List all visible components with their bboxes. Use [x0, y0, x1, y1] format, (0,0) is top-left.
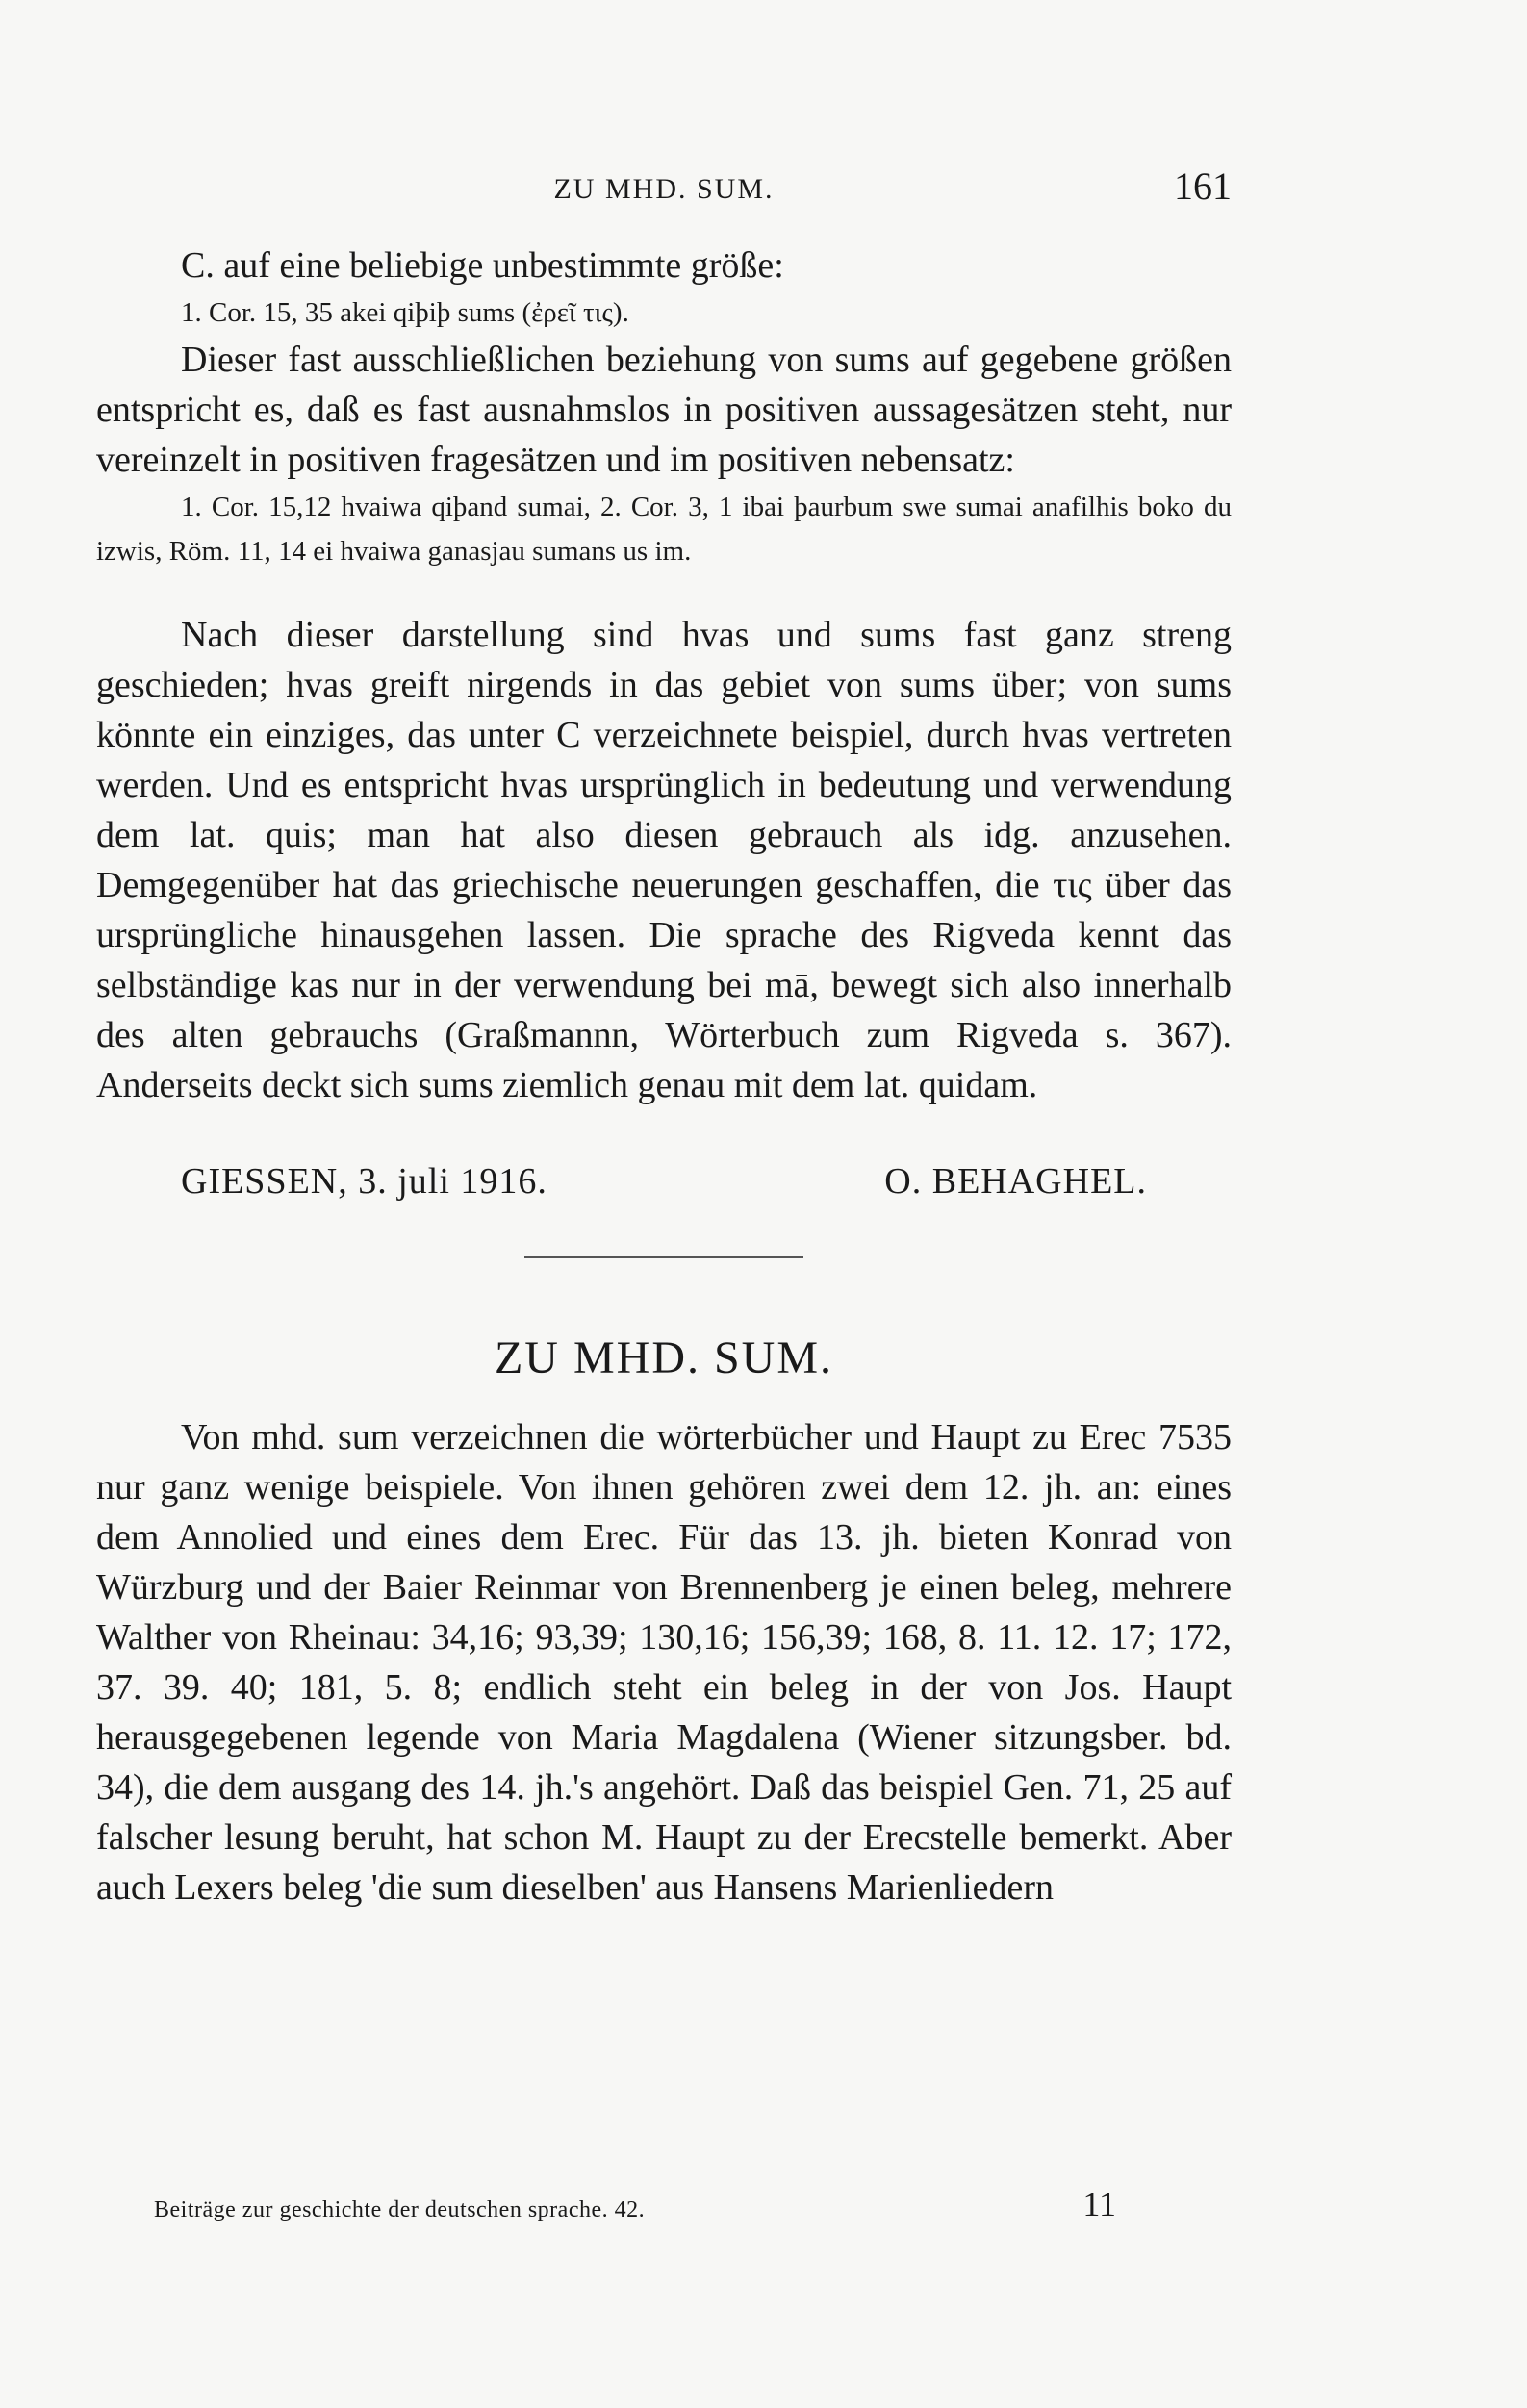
running-head-title: ZU MHD. SUM.	[553, 173, 775, 205]
main-text	[96, 241, 1232, 1913]
spacer	[96, 573, 1232, 610]
signature-author: O. BEHAGHEL.	[884, 1161, 1147, 1202]
article-heading: ZU MHD. SUM.	[494, 1332, 834, 1383]
journal-footnote: Beiträge zur geschichte der deutschen sprache. 42.	[154, 2197, 646, 2222]
signature-place-date: GIESSEN, 3. juli 1916.	[181, 1161, 547, 1202]
citation-block-examples: 1. Cor. 15,12 hvaiwa qiþand sumai, 2. Cor. 3, 1 ibai þaurbum swe sumai anafilhis boko du izwis, Röm. 11, 14 ei hvaiwa ganasjau sumans us im.	[96, 492, 1232, 567]
signature-line	[96, 1156, 1232, 1206]
paragraph-c-heading: C. auf eine beliebige unbestimmte größe:	[181, 245, 784, 286]
page-number: 161	[1174, 165, 1232, 208]
paragraph-sums-beziehung: Dieser fast ausschließlichen beziehung von sums auf gegebene größen entspricht es, daß es fast ausnahmslos in positiven aussagesätzen steht, nur vereinzelt in positiven fragesätzen und im positiven nebensatz:	[96, 340, 1232, 480]
page-footer	[154, 2184, 1116, 2232]
paragraph-darstellung: Nach dieser darstellung sind hvas und sums fast ganz streng geschieden; hvas greift nirgends in das gebiet von sums über; von sums könnte ein einziges, das unter C verzeichnete beispiel, durch hvas vertreten werden. Und es entspricht hvas ursprünglich in bedeutung und verwendung dem lat. quis; man hat also diesen gebrauch als idg. anzusehen. Demgegenüber hat das griechische neuerungen geschaffen, die τις über das ursprüngliche hinausgehen lassen. Die sprache des Rigveda kennt das selbständige kas nur in der verwendung bei mā, bewegt sich also innerhalb des alten gebrauchs (Graßmannn, Wörterbuch zum Rigveda s. 367). Anderseits deckt sich sums ziemlich genau mit dem lat. quidam.	[96, 615, 1232, 1105]
section-divider	[524, 1256, 803, 1258]
paragraph-mhd-sum: Von mhd. sum verzeichnen die wörterbücher und Haupt zu Erec 7535 nur ganz wenige beispiele. Von ihnen gehören zwei dem 12. jh. an: eines dem Annolied und eines dem Erec. Für das 13. jh. bieten Konrad von Würzburg und der Baier Reinmar von Brennenberg je einen beleg, mehrere Walther von Rheinau: 34,16; 93,39; 130,16; 156,39; 168, 8. 11. 12. 17; 172, 37. 39. 40; 181, 5. 8; endlich steht ein beleg in der von Jos. Haupt herausgegebenen legende von Maria Magdalena (Wiener sitzungsber. bd. 34), die dem ausgang des 14. jh.'s angehört. Daß das beispiel Gen. 71, 25 auf falscher lesung beruht, hat schon M. Haupt zu der Erecstelle bemerkt. Aber auch Lexers beleg 'die sum dieselben' aus Hansens Marienliedern	[96, 1417, 1232, 1908]
signature-mark: 11	[1082, 2185, 1116, 2223]
citation-1-cor-15-35: 1. Cor. 15, 35 akei qiþiþ sums (ἐρεῖ τις).	[181, 297, 629, 328]
running-head	[96, 164, 1232, 221]
